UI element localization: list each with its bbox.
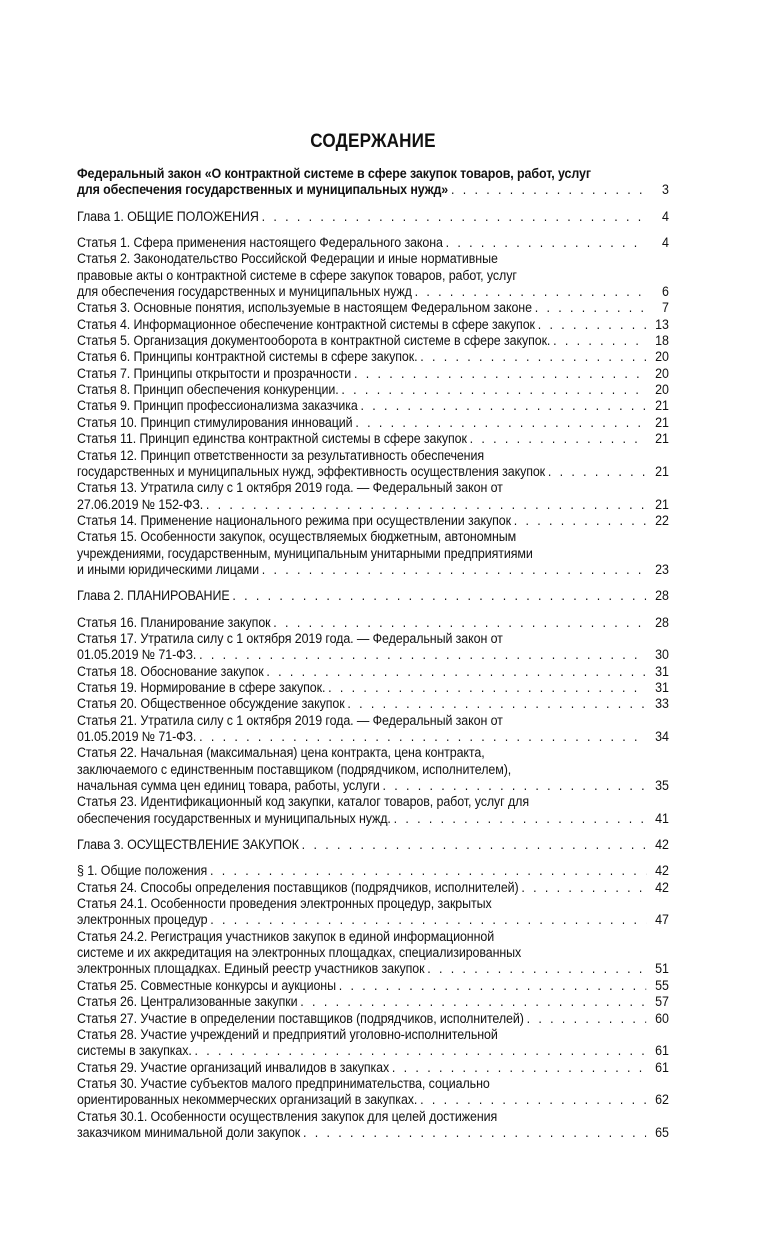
toc-entry-last-line (77, 1125, 669, 1141)
toc-entry-title: Статья 16. Планирование закупок (77, 614, 271, 630)
toc-entry-title: § 1. Общие положения (77, 863, 208, 879)
toc-page-number: 42 (655, 863, 669, 879)
dot-leader (298, 994, 647, 1010)
toc-page-number: 57 (655, 994, 669, 1010)
toc-entry-title: 01.05.2019 № 71-ФЗ. (77, 729, 197, 744)
toc-entry-last-line (77, 1011, 669, 1027)
toc-entry-last-line (77, 680, 669, 696)
toc-entry-title: начальная сумма цен единиц товара, работы, услуги (77, 778, 380, 794)
dot-leader (196, 729, 646, 745)
toc-page-number: 51 (655, 961, 669, 977)
toc-entry-title: Глава 2. ПЛАНИРОВАНИЕ (77, 588, 230, 604)
toc-entry-last-line (77, 615, 669, 631)
toc-entry-title: ориентированных некоммерческих организаций в закупках. (77, 1092, 418, 1108)
toc-entry-line: Статья 24.1. Особенности проведения электронных процедур, закрытых (77, 896, 492, 912)
toc-entry-title: системы в закупках. (77, 1043, 192, 1059)
toc-entry-title: Статья 24. Способы определения поставщиков (подрядчиков, исполнителей) (77, 879, 519, 895)
toc-entry (77, 1011, 669, 1027)
toc-page-number: 33 (655, 696, 669, 712)
dot-leader (207, 863, 646, 879)
toc-entry (77, 382, 669, 398)
toc-entry (77, 1076, 669, 1109)
toc-entry (77, 398, 669, 414)
toc-entry-line: Статья 12. Принцип ответственности за результативность обеспечения (77, 447, 484, 463)
page-title: СОДЕРЖАНИЕ (310, 131, 436, 152)
toc-page-number: 35 (655, 778, 669, 794)
dot-leader (345, 696, 647, 712)
toc-entry-title: Статья 5. Организация документооборота в контрактной системе в сфере закупок. (77, 333, 551, 349)
toc-page-number: 55 (655, 977, 669, 993)
toc-entry-title: Статья 7. Принципы открытости и прозрачности (77, 365, 352, 381)
toc-entry (77, 631, 669, 664)
toc-page-number: 20 (655, 349, 669, 365)
toc-entry (77, 317, 669, 333)
dot-leader (424, 961, 646, 977)
toc-entry-line: Статья 23. Идентификационный код закупки, каталог товаров, работ, услуг для (77, 794, 530, 810)
toc-entry (77, 896, 669, 929)
dot-leader (351, 366, 646, 382)
toc-entry-last-line (77, 333, 669, 349)
toc-entry-last-line (77, 1043, 669, 1059)
toc-entry-line: Статья 30. Участие субъектов малого предпринимательства, социально (77, 1075, 490, 1091)
toc-entry (77, 929, 669, 978)
toc-entry-title: Статья 4. Информационное обеспечение контрактной системы в сфере закупок (77, 316, 535, 332)
toc-entry-last-line (77, 978, 669, 994)
toc-entry-last-line (77, 880, 669, 896)
toc-entry-title: Статья 9. Принцип профессионализма заказчика (77, 398, 358, 414)
toc-page-number: 65 (655, 1124, 669, 1140)
dot-leader (299, 837, 647, 853)
dot-leader (391, 811, 647, 827)
dot-leader (203, 497, 646, 513)
toc-entry-title: 01.05.2019 № 71-ФЗ. (77, 647, 197, 663)
dot-leader (511, 513, 647, 529)
toc-entry-line: заключаемого с единственным поставщиком (подрядчиком, исполнителем), (77, 761, 512, 777)
table-of-contents (77, 166, 669, 1141)
dot-leader (230, 588, 647, 604)
toc-entry (77, 529, 669, 578)
toc-page-number: 42 (655, 879, 669, 895)
toc-entry-last-line (77, 235, 669, 251)
dot-leader (271, 615, 647, 631)
toc-entry-title: Статья 1. Сфера применения настоящего Федерального закона (77, 235, 443, 251)
dot-leader (412, 284, 647, 300)
toc-page-number: 21 (655, 398, 669, 414)
toc-entry-title: Статья 25. Совместные конкурсы и аукционы (77, 977, 336, 993)
toc-entry-last-line (77, 464, 669, 480)
toc-entry-title: Статья 27. Участие в определении поставщиков (подрядчиков, исполнителей) (77, 1010, 524, 1026)
toc-entry-last-line (77, 497, 669, 513)
toc-entry-last-line (77, 729, 669, 745)
toc-page-number: 4 (661, 208, 669, 224)
toc-page-number: 31 (655, 679, 669, 695)
toc-entry-line: системе и их аккредитация на электронных площадках, специализированных (77, 945, 522, 961)
toc-page-number: 21 (655, 496, 669, 512)
toc-entry (77, 664, 669, 680)
toc-entry (77, 745, 669, 794)
toc-entry-line: Статья 17. Утратила силу с 1 октября 2019 года. — Федеральный закон от (77, 630, 503, 646)
toc-page-number: 13 (655, 316, 669, 332)
toc-entry-last-line (77, 961, 669, 977)
toc-entry-title: государственных и муниципальных нужд, эффективность осуществления закупок (77, 463, 546, 479)
toc-page-number: 7 (661, 300, 669, 316)
toc-entry-last-line (77, 366, 669, 382)
toc-entry (77, 209, 669, 225)
toc-entry-last-line (77, 696, 669, 712)
toc-page-number: 41 (655, 810, 669, 826)
dot-leader (336, 978, 647, 994)
dot-leader (417, 349, 646, 365)
toc-entry-last-line (77, 349, 669, 365)
toc-page-number: 21 (655, 431, 669, 447)
toc-entry-title: для обеспечения государственных и муниципальных нужд» (77, 182, 449, 198)
dot-leader (417, 1092, 646, 1108)
toc-entry-last-line (77, 513, 669, 529)
toc-entry (77, 880, 669, 896)
toc-entry-last-line (77, 182, 669, 198)
toc-entry-title: Статья 6. Принципы контрактной системы в сфере закупок. (77, 349, 418, 365)
toc-entry (77, 235, 669, 251)
toc-entry (77, 448, 669, 481)
toc-entry-line: Статья 24.2. Регистрация участников закупок в единой информационной (77, 928, 495, 944)
toc-page-number: 30 (655, 647, 669, 663)
dot-leader (448, 182, 646, 198)
toc-entry-last-line (77, 811, 669, 827)
dot-leader (550, 333, 646, 349)
toc-entry-last-line (77, 1060, 669, 1076)
dot-leader (467, 431, 647, 447)
dot-leader (535, 317, 647, 333)
toc-entry-title: Статья 14. Применение национального режима при осуществлении закупок (77, 512, 511, 528)
toc-entry-line: Статья 28. Участие учреждений и предприятий уголовно-исполнительной (77, 1026, 498, 1042)
dot-leader (389, 1060, 646, 1076)
toc-entry-title: электронных площадках. Единый реестр участников закупок (77, 961, 425, 977)
toc-entry (77, 978, 669, 994)
toc-entry (77, 994, 669, 1010)
toc-entry-title: Статья 20. Общественное обсуждение закупок (77, 696, 345, 712)
toc-entry (77, 513, 669, 529)
toc-page-number: 61 (655, 1043, 669, 1059)
toc-entry (77, 680, 669, 696)
toc-entry-title: Глава 1. ОБЩИЕ ПОЛОЖЕНИЯ (77, 208, 259, 224)
toc-entry-last-line (77, 994, 669, 1010)
toc-page-number: 20 (655, 382, 669, 398)
toc-entry (77, 251, 669, 300)
dot-leader (443, 235, 647, 251)
toc-entry-last-line (77, 863, 669, 879)
toc-page-number: 62 (655, 1092, 669, 1108)
toc-entry-last-line (77, 300, 669, 316)
toc-entry-last-line (77, 588, 669, 604)
dot-leader (519, 880, 647, 896)
toc-entry (77, 713, 669, 746)
toc-entry-last-line (77, 317, 669, 333)
toc-entry (77, 1109, 669, 1142)
toc-page-number: 23 (655, 561, 669, 577)
toc-page-number: 47 (655, 912, 669, 928)
toc-entry (77, 166, 669, 199)
toc-page-number: 28 (655, 588, 669, 604)
toc-entry (77, 333, 669, 349)
toc-entry (77, 415, 669, 431)
toc-entry-line: учреждениями, государственным, муниципальным унитарными предприятиями (77, 545, 533, 561)
toc-entry-title: Статья 29. Участие организаций инвалидов в закупках (77, 1059, 390, 1075)
dot-leader (300, 1125, 646, 1141)
toc-entry-last-line (77, 837, 669, 853)
toc-entry-title: для обеспечения государственных и муниципальных нужд (77, 284, 412, 300)
toc-entry-title: Статья 10. Принцип стимулирования инноваций (77, 414, 353, 430)
dot-leader (207, 912, 646, 928)
dot-leader (380, 778, 647, 794)
toc-page-number: 34 (655, 729, 669, 744)
toc-page-number: 42 (655, 837, 669, 853)
dot-leader (196, 647, 646, 663)
toc-entry-line: Статья 15. Особенности закупок, осуществляемых бюджетным, автономным (77, 529, 517, 545)
toc-page-number: 31 (655, 663, 669, 679)
toc-entry-title: обеспечения государственных и муниципальных нужд. (77, 810, 391, 826)
toc-entry (77, 837, 669, 853)
toc-entry-title: Статья 18. Обоснование закупок (77, 663, 264, 679)
toc-entry-line: Статья 21. Утратила силу с 1 октября 2019 года. — Федеральный закон от (77, 712, 503, 728)
toc-page-number: 28 (655, 614, 669, 630)
toc-entry-title: Глава 3. ОСУЩЕСТВЛЕНИЕ ЗАКУПОК (77, 837, 299, 853)
toc-entry-last-line (77, 431, 669, 447)
toc-entry-title: Статья 19. Нормирование в сфере закупок. (77, 679, 326, 695)
toc-entry (77, 366, 669, 382)
toc-page-number: 6 (661, 284, 669, 300)
toc-page-number: 61 (655, 1059, 669, 1075)
toc-entry-line: Федеральный закон «О контрактной системе в сфере закупок товаров, работ, услуг (77, 166, 591, 181)
toc-entry-last-line (77, 415, 669, 431)
toc-page-number: 21 (655, 414, 669, 430)
toc-entry (77, 480, 669, 513)
toc-entry-line: Статья 13. Утратила силу с 1 октября 2019 года. — Федеральный закон от (77, 480, 503, 496)
dot-leader (532, 300, 647, 316)
toc-entry-line: Статья 30.1. Особенности осуществления закупок для целей достижения (77, 1108, 498, 1124)
toc-entry-title: Статья 8. Принцип обеспечения конкуренции. (77, 382, 339, 398)
toc-entry-title: Статья 11. Принцип единства контрактной системы в сфере закупок (77, 431, 467, 447)
dot-leader (545, 464, 646, 480)
toc-page-number: 22 (655, 512, 669, 528)
toc-page-number: 3 (661, 182, 669, 198)
dot-leader (353, 415, 647, 431)
toc-entry (77, 1027, 669, 1060)
toc-entry-title: электронных процедур (77, 912, 208, 928)
dot-leader (192, 1043, 647, 1059)
toc-entry-title: 27.06.2019 № 152-ФЗ. (77, 496, 204, 512)
toc-page-number: 60 (655, 1010, 669, 1026)
toc-entry-last-line (77, 778, 669, 794)
toc-entry-last-line (77, 562, 669, 578)
dot-leader (259, 562, 647, 578)
toc-entry (77, 349, 669, 365)
toc-entry-last-line (77, 912, 669, 928)
toc-entry (77, 696, 669, 712)
dot-leader (264, 664, 647, 680)
toc-entry-last-line (77, 664, 669, 680)
toc-entry-last-line (77, 284, 669, 300)
toc-entry-last-line (77, 647, 669, 663)
dot-leader (339, 382, 647, 398)
toc-entry-last-line (77, 382, 669, 398)
toc-entry-title: и иными юридическими лицами (77, 561, 259, 577)
toc-entry-last-line (77, 209, 669, 225)
toc-entry-line: Статья 22. Начальная (максимальная) цена контракта, цена контракта, (77, 745, 485, 761)
toc-page-number: 21 (655, 463, 669, 479)
dot-leader (358, 398, 647, 414)
toc-entry (77, 794, 669, 827)
toc-page-number: 18 (655, 333, 669, 349)
toc-page-number: 4 (661, 235, 669, 251)
dot-leader (524, 1011, 647, 1027)
toc-entry (77, 1060, 669, 1076)
toc-entry (77, 863, 669, 879)
toc-entry-title: Статья 26. Централизованные закупки (77, 994, 298, 1010)
dot-leader (259, 209, 647, 225)
toc-entry-title: Статья 3. Основные понятия, используемые в настоящем Федеральном законе (77, 300, 532, 316)
toc-entry-line: правовые акты о контрактной системе в сфере закупок товаров, работ, услуг (77, 267, 517, 283)
toc-entry-title: заказчиком минимальной доли закупок (77, 1124, 301, 1140)
toc-entry (77, 588, 669, 604)
toc-entry (77, 615, 669, 631)
toc-entry-last-line (77, 398, 669, 414)
toc-entry-line: Статья 2. Законодательство Российской Федерации и иные нормативные (77, 251, 498, 267)
toc-entry (77, 300, 669, 316)
toc-entry (77, 431, 669, 447)
toc-entry-last-line (77, 1092, 669, 1108)
toc-page-number: 20 (655, 365, 669, 381)
dot-leader (325, 680, 646, 696)
